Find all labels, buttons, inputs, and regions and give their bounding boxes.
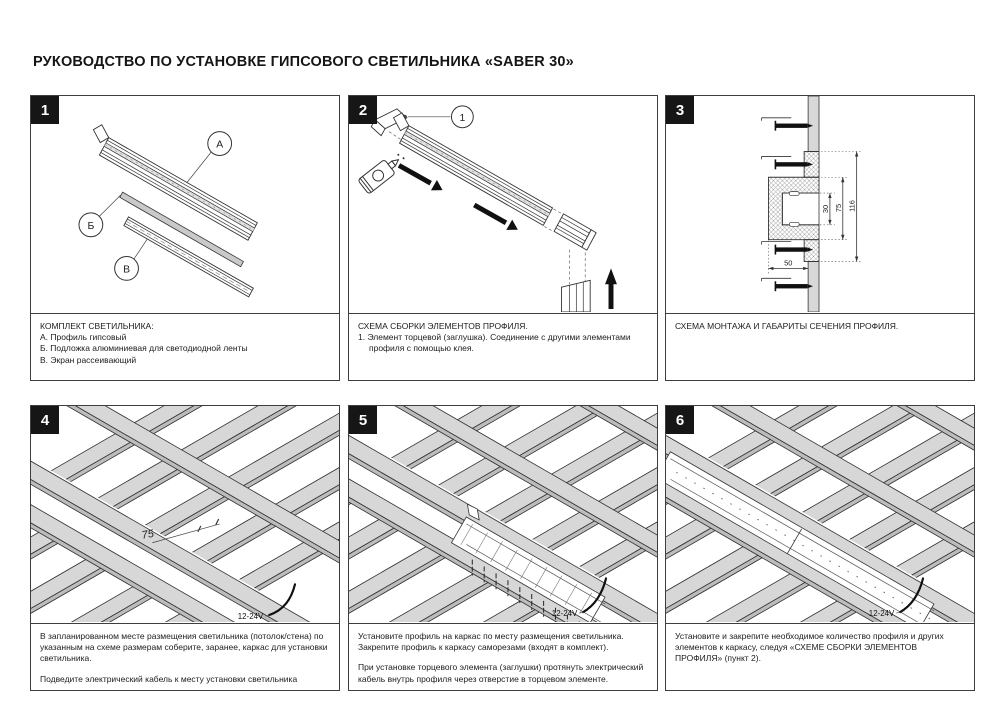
panel-2-number: 2 [349, 96, 377, 124]
panel-5-diagram [349, 406, 657, 624]
panel-4 [30, 405, 340, 691]
panel-5 [348, 405, 658, 691]
caption-line: Установите профиль на каркас по месту размещения светильника. Закрепите профиль к каркасу саморезами (входят в комплект). [358, 631, 624, 653]
svg-text:А: А [216, 139, 224, 151]
voltage-label: 12-24V [551, 609, 578, 619]
svg-text:75: 75 [833, 203, 843, 213]
kit-exploded-drawing [31, 96, 339, 312]
wall-drawing [808, 96, 819, 312]
profile-mounting-drawing [349, 406, 657, 622]
panel-3-number: 3 [666, 96, 694, 124]
panel-2 [348, 95, 658, 381]
panel-6-caption [666, 624, 974, 690]
panel-1-caption [31, 314, 339, 380]
screw-icon [762, 278, 814, 291]
screw-icon [762, 118, 814, 131]
lattice-drawing [666, 406, 974, 622]
caption-line: В запланированном месте размещения светильника (потолок/стена) по указанным на схеме размерам соберите, заранее, каркас для установки светильника. [40, 631, 328, 664]
caption-line: 1. Элемент торцевой (заглушка). Соединение с другими элементами профиля с помощью клея. [358, 332, 631, 354]
panel-3 [665, 95, 975, 381]
panel-5-number: 5 [349, 406, 377, 434]
panel-1-diagram [31, 96, 339, 314]
caption-line: Б. Подложка алюминиевая для светодиодной ленты [40, 343, 248, 354]
panel-2-caption [349, 314, 657, 380]
caption-line: А. Профиль гипсовый [40, 332, 127, 343]
caption-line: При установке торцевого элемента (заглушки) протянуть электрический кабель внутрь профиля через отверстие в торцевом элементе. [358, 662, 644, 684]
up-arrow-icon [605, 268, 617, 309]
dimension-30 [821, 193, 832, 225]
svg-text:Б: Б [87, 220, 95, 232]
dimension-50 [768, 258, 808, 270]
dimension-116 [848, 151, 859, 261]
svg-text:1: 1 [459, 112, 466, 124]
cross-section-drawing [666, 96, 974, 312]
panel-4-number: 4 [31, 406, 59, 434]
panel-1 [30, 95, 340, 381]
lower-profile-drawing [561, 280, 590, 312]
lattice-drawing [349, 406, 657, 622]
panel-1-number: 1 [31, 96, 59, 124]
callout-v [115, 239, 148, 280]
svg-text:50: 50 [784, 258, 793, 268]
panel-4-diagram [31, 406, 339, 624]
document-title: РУКОВОДСТВО ПО УСТАНОВКЕ ГИПСОВОГО СВЕТИЛЬНИКА «SABER 30» [33, 54, 574, 70]
frame-grid-drawing [31, 406, 339, 622]
caption-line: СХЕМА МОНТАЖА И ГАБАРИТЫ СЕЧЕНИЯ ПРОФИЛЯ. [675, 321, 899, 331]
dimension-75 [834, 177, 845, 239]
panel-3-caption [666, 314, 974, 380]
panel-6-diagram [666, 406, 974, 624]
svg-text:В: В [123, 264, 131, 276]
assembly-arrow-icon [474, 205, 518, 230]
connector-piece-drawing [554, 214, 596, 250]
glue-bottle-icon [358, 149, 409, 194]
panel-4-caption [31, 624, 339, 690]
caption-line: Установите и закрепите необходимое количество профиля и других элементов к каркасу, следуя «СХЕМЕ СБОРКИ ЭЛЕМЕНТОВ ПРОФИЛЯ» (пункт 2). [675, 631, 944, 664]
panel-2-diagram [349, 96, 657, 314]
voltage-label: 12-24V [237, 612, 264, 622]
assembly-scheme-drawing [349, 96, 657, 312]
panel-3-diagram [666, 96, 974, 314]
callout-a [187, 132, 232, 183]
panel-5-caption [349, 624, 657, 690]
voltage-label: 12-24V [868, 609, 895, 619]
callout-1 [408, 106, 473, 128]
caption-line: СХЕМА СБОРКИ ЭЛЕМЕНТОВ ПРОФИЛЯ. [358, 321, 528, 331]
svg-text:116: 116 [847, 200, 857, 212]
caption-line: КОМПЛЕКТ СВЕТИЛЬНИКА: [40, 321, 154, 331]
panel-6-number: 6 [666, 406, 694, 434]
caption-line: В. Экран рассеивающий [40, 354, 137, 365]
assembly-arrow-icon [399, 165, 443, 190]
caption-line: Подведите электрический кабель к месту установки светильника [40, 673, 298, 684]
callout-b [79, 195, 121, 237]
panel-6 [665, 405, 975, 691]
svg-text:30: 30 [820, 204, 830, 214]
full-profile-drawing [666, 406, 974, 622]
profile-drawing [394, 113, 553, 226]
svg-text:75: 75 [140, 527, 155, 542]
